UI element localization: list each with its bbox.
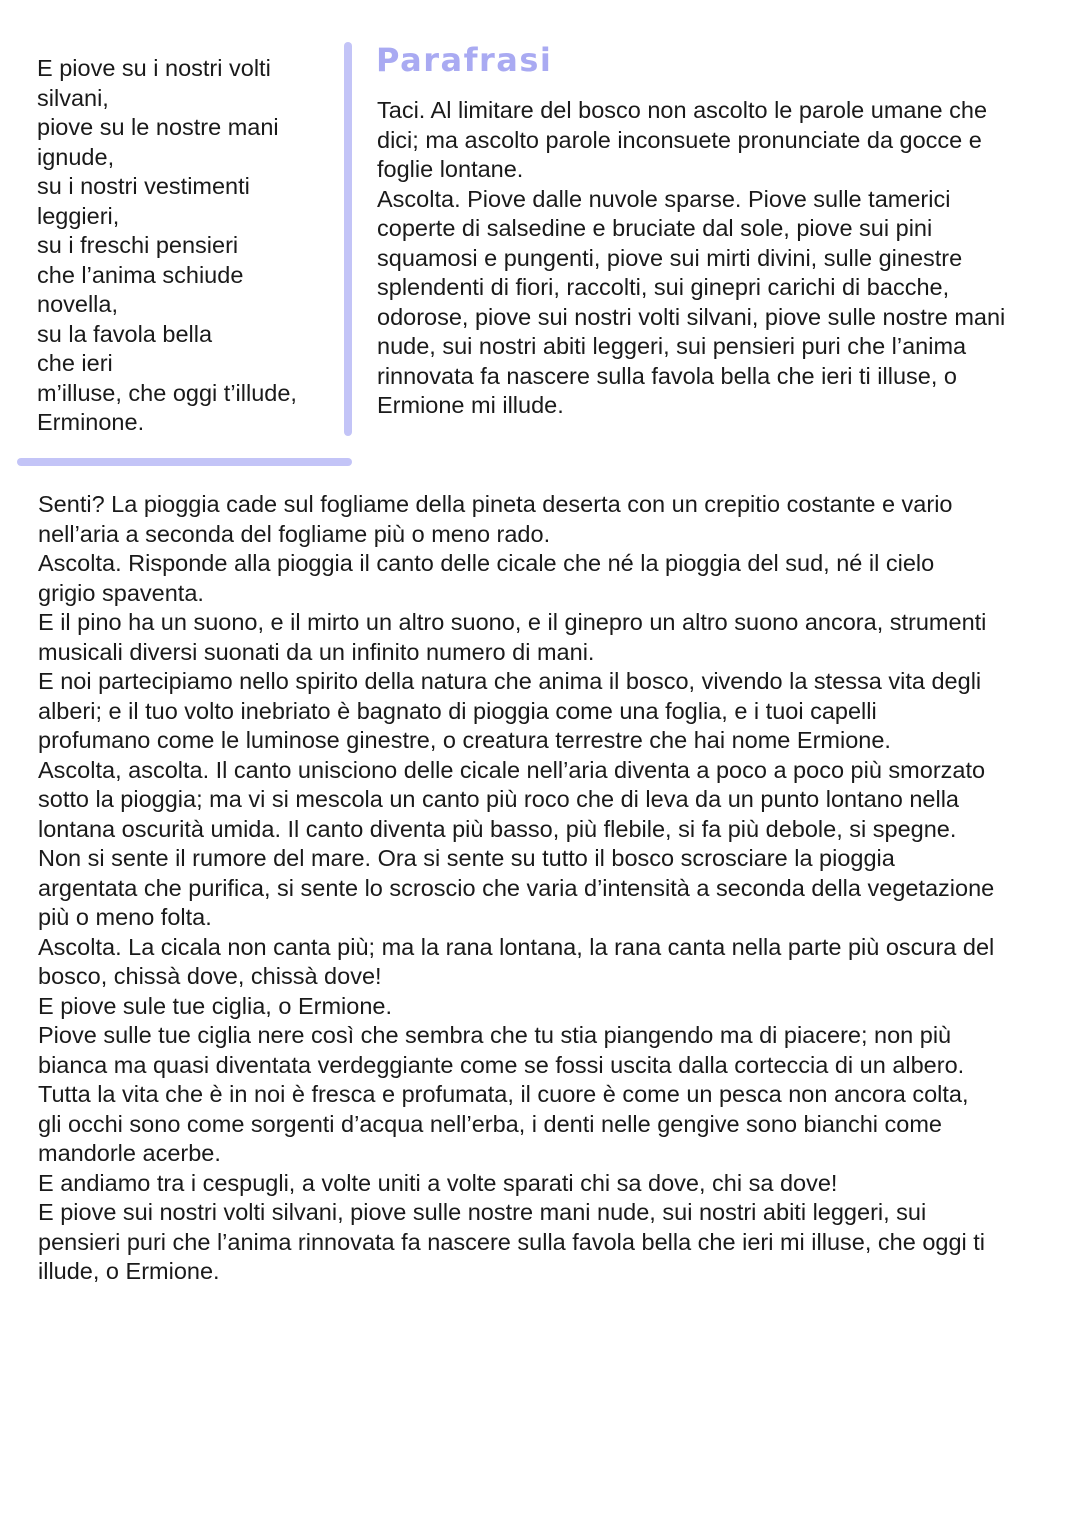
body-line: Senti? La pioggia cade sul fogliame della pineta deserta con un crepitio costante e vario: [38, 491, 953, 517]
parafrasi-line: Ermione mi illude.: [377, 392, 564, 418]
parafrasi-line: nude, sui nostri abiti leggeri, sui pensieri puri che l’anima: [377, 333, 967, 359]
body-line: pensieri puri che l’anima rinnovata fa nascere sulla favola bella che ieri mi illuse, che oggi ti: [38, 1228, 986, 1255]
poem-line: su la favola bella: [37, 320, 213, 347]
parafrasi-line: foglie lontane.: [377, 156, 524, 182]
parafrasi-heading: Parafrasi: [376, 41, 553, 79]
poem-line: che ieri: [37, 350, 113, 376]
parafrasi-line: Ascolta. Piove dalle nuvole sparse. Piove sulle tamerici: [377, 185, 951, 212]
parafrasi-text: [377, 96, 1057, 421]
body-line: sotto la pioggia; ma vi si mescola un canto più roco che di leva da un punto lontano nella: [38, 786, 959, 812]
horizontal-divider: [17, 458, 352, 466]
body-line: Ascolta. La cicala non canta più; ma la rana lontana, la rana canta nella parte più oscura del: [38, 933, 995, 960]
vertical-divider: [344, 42, 352, 436]
parafrasi-line: odorose, piove sui nostri volti silvani, piove sulle nostre mani: [377, 303, 1006, 330]
body-line: musicali diversi suonati da un infinito numero di mani.: [38, 638, 595, 665]
poem-line: su i freschi pensieri: [37, 232, 239, 258]
poem-line: piove su le nostre mani: [37, 114, 279, 140]
body-line: Piove sulle tue ciglia nere così che sembra che tu stia piangendo ma di piacere; non più: [38, 1022, 952, 1048]
parafrasi-line: dici; ma ascolto parole inconsuete pronunciate da gocce e: [377, 126, 982, 153]
body-line: E andiamo tra i cespugli, a volte uniti a volte sparati chi sa dove, chi sa dove!: [38, 1169, 838, 1196]
body-line: grigio spaventa.: [38, 579, 204, 606]
body-line: bianca ma quasi diventata verdeggiante come se fossi uscita dalla corteccia di un albero.: [38, 1051, 965, 1078]
parafrasi-line: coperte di salsedine e bruciate dal sole, piove sui pini: [377, 215, 933, 241]
body-line: gli occhi sono come sorgenti d’acqua nell’erba, i denti nelle gengive sono bianchi come: [38, 1110, 943, 1137]
parafrasi-line: splendenti di fiori, raccolti, sui ginepri carichi di bacche,: [377, 274, 950, 300]
body-line: profumano come le luminose ginestre, o creatura terrestre che hai nome Ermione.: [38, 727, 891, 753]
body-line: Ascolta, ascolta. Il canto unisciono delle cicale nell’aria diventa a poco a poco più smorzato: [38, 756, 986, 783]
parafrasi-line: rinnovata fa nascere sulla favola bella che ieri ti illuse, o: [377, 362, 957, 389]
parafrasi-line: Taci. Al limitare del bosco non ascolto le parole umane che: [377, 97, 988, 123]
poem-line: che l’anima schiude: [37, 261, 244, 288]
poem-line: ignude,: [37, 143, 115, 170]
body-line: E piove sule tue ciglia, o Ermione.: [38, 992, 392, 1019]
body-line: lontana oscurità umida. Il canto diventa più basso, più flebile, si fa più debole, si spegne.: [38, 815, 957, 842]
poem-line: novella,: [37, 291, 118, 317]
body-line: illude, o Ermione.: [38, 1258, 220, 1284]
poem-line: Erminone.: [37, 409, 145, 435]
parafrasi-line: squamosi e pungenti, piove sui mirti divini, sulle ginestre: [377, 244, 963, 271]
body-line: alberi; e il tuo volto inebriato è bagnato di pioggia come una foglia, e i tuoi capelli: [38, 697, 877, 724]
poem-line: su i nostri vestimenti: [37, 173, 250, 199]
poem-line: silvani,: [37, 84, 109, 111]
body-line: nell’aria a seconda del fogliame più o meno rado.: [38, 520, 551, 547]
body-line: bosco, chissà dove, chissà dove!: [38, 963, 382, 989]
body-line: Non si sente il rumore del mare. Ora si sente su tutto il bosco scrosciare la pioggia: [38, 845, 895, 871]
poem-line: m’illuse, che oggi t’illude,: [37, 379, 297, 406]
poem-excerpt: [37, 54, 337, 438]
body-line: Ascolta. Risponde alla pioggia il canto delle cicale che né la pioggia del sud, né il cielo: [38, 550, 935, 576]
body-line: E noi partecipiamo nello spirito della natura che anima il bosco, vivendo la stessa vita degli: [38, 668, 982, 694]
body-line: più o meno folta.: [38, 904, 212, 930]
poem-line: leggieri,: [37, 202, 120, 229]
body-line: Tutta la vita che è in noi è fresca e profumata, il cuore è come un pesca non ancora colta,: [38, 1081, 969, 1107]
body-line: mandorle acerbe.: [38, 1140, 221, 1166]
body-line: E piove sui nostri volti silvani, piove sulle nostre mani nude, sui nostri abiti leggeri, sui: [38, 1199, 927, 1225]
body-line: E il pino ha un suono, e il mirto un altro suono, e il ginepro un altro suono ancora, strumenti: [38, 609, 987, 635]
parafrasi-continuation: [38, 490, 1058, 1287]
poem-line: E piove su i nostri volti: [37, 55, 271, 81]
body-line: argentata che purifica, si sente lo scroscio che varia d’intensità a seconda della vegetazione: [38, 874, 995, 901]
